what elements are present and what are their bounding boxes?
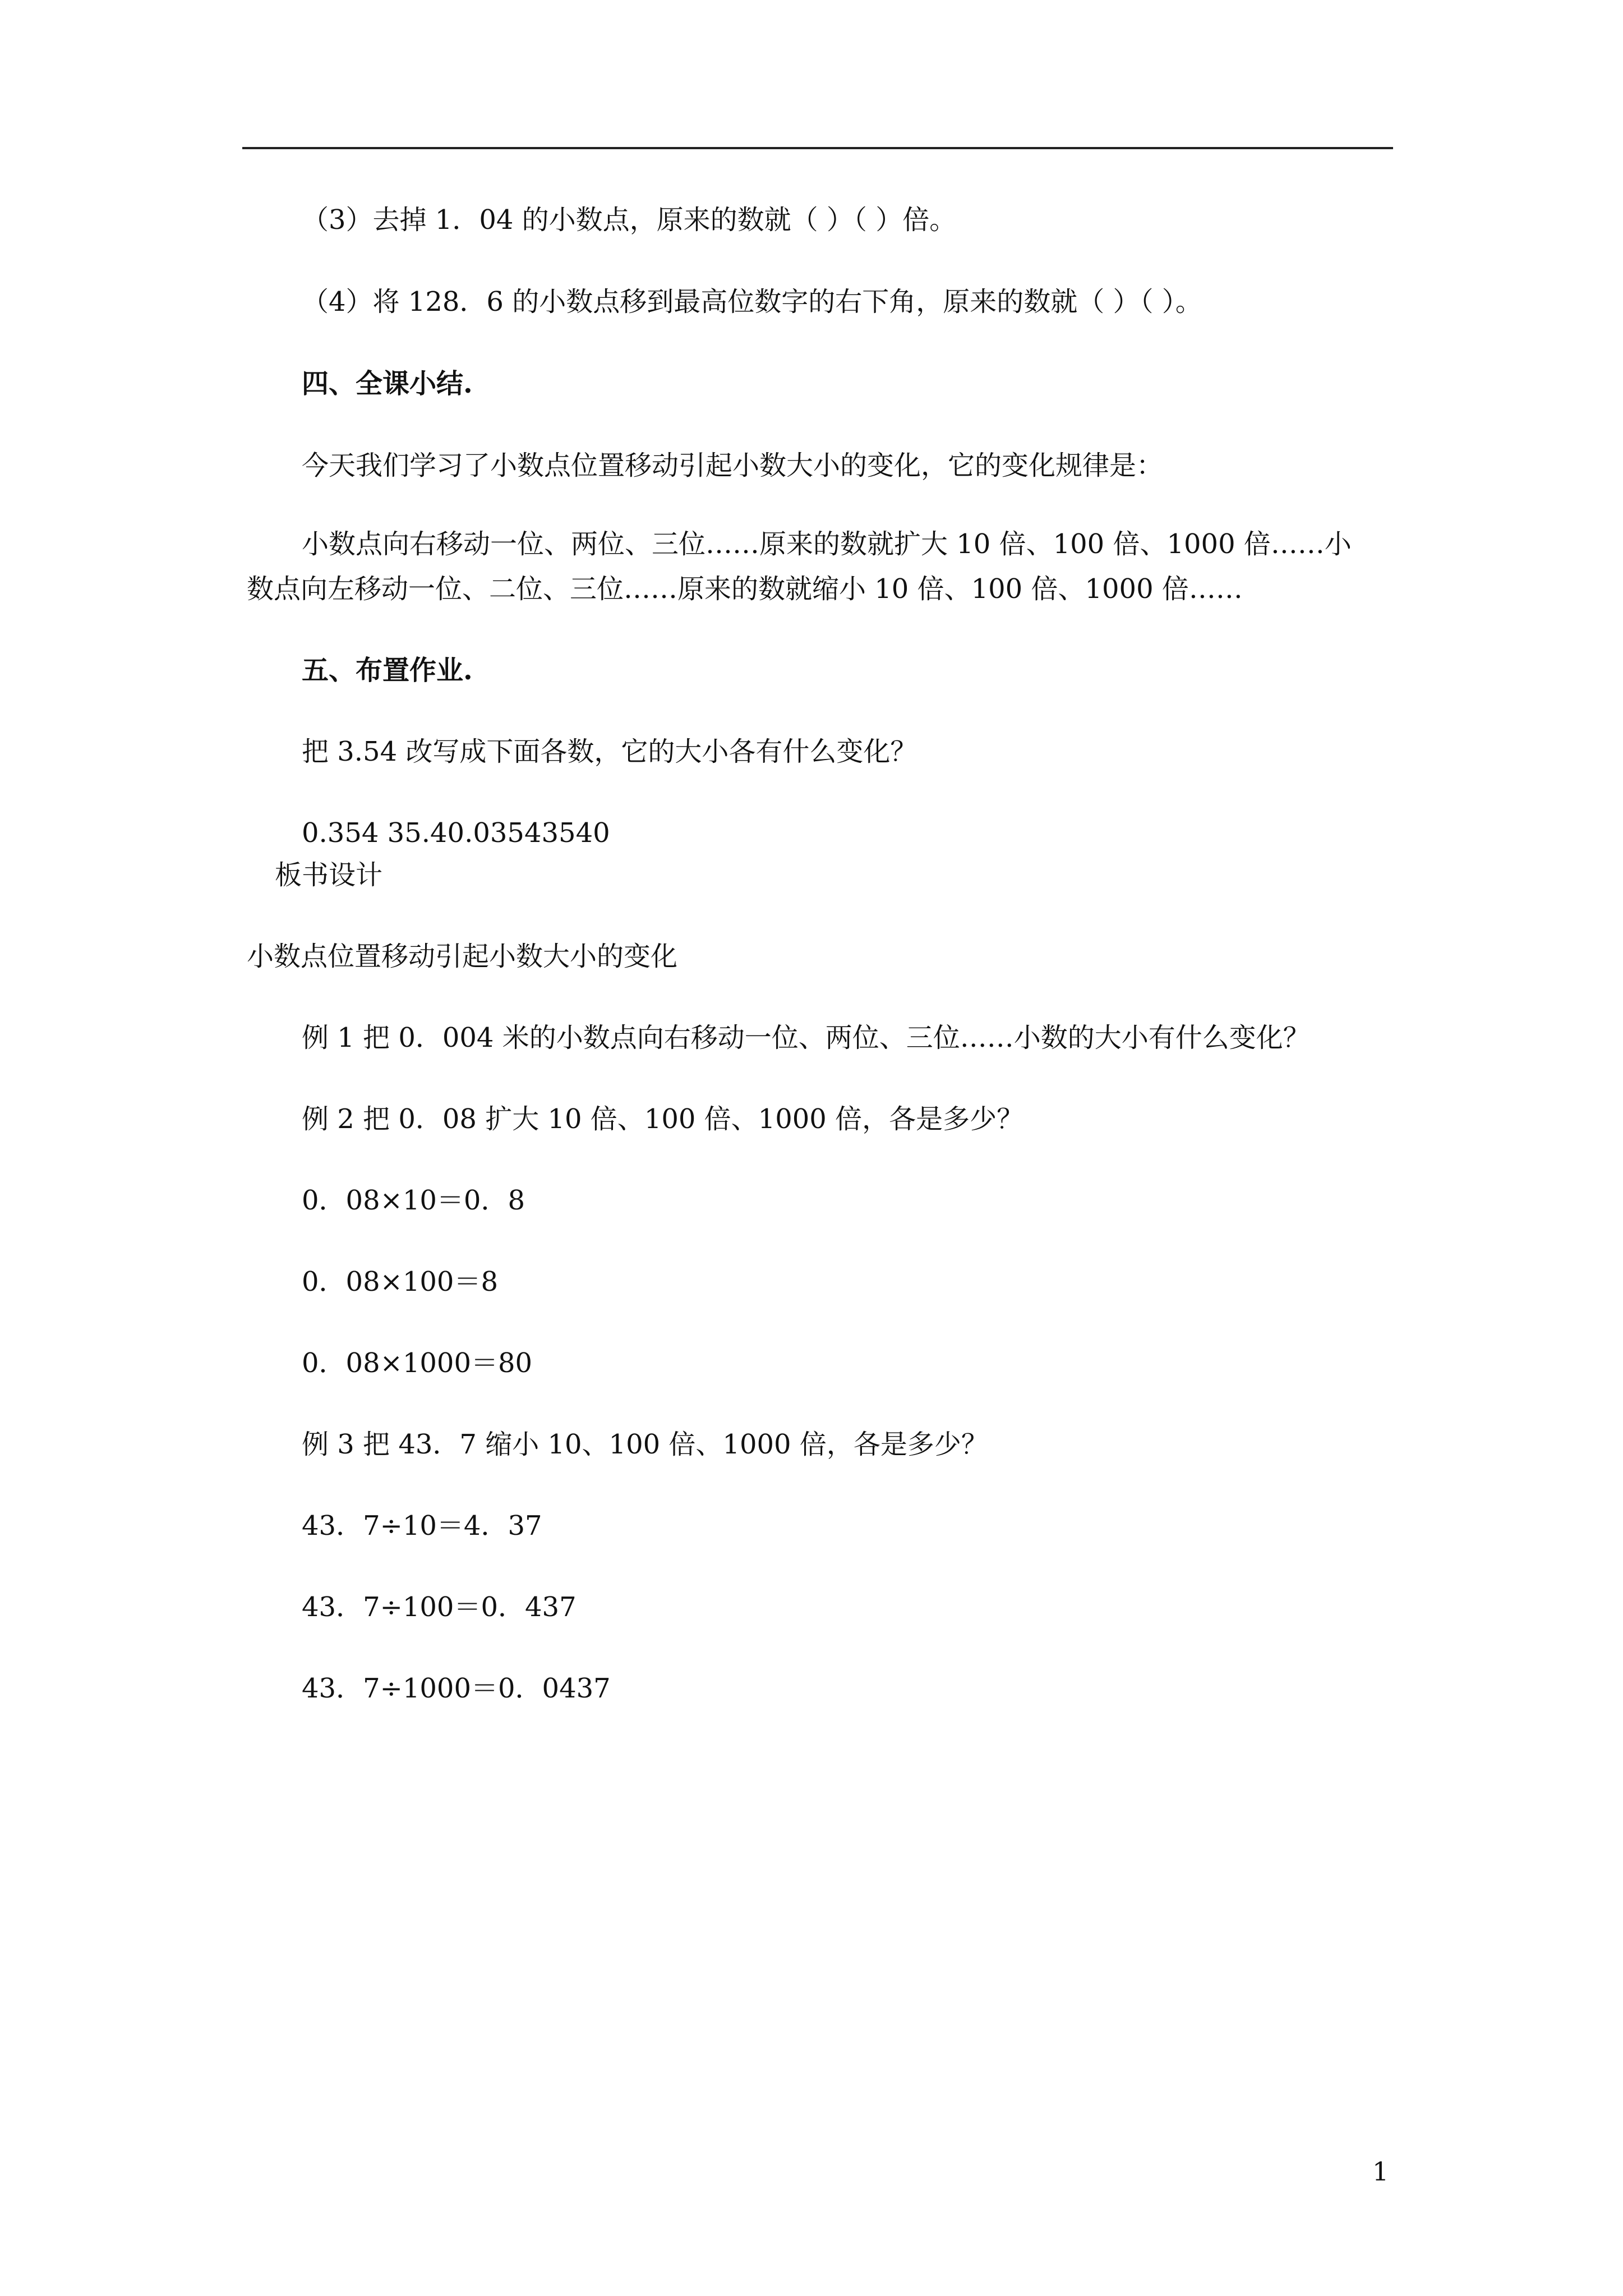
calc-2-line-2: 0．08×100＝8 (302, 1266, 498, 1297)
board-title: 小数点位置移动引起小数大小的变化 (247, 941, 678, 972)
board-example-1: 例 1 把 0．004 米的小数点向右移动一位、两位、三位……小数的大小有什么变化？ (302, 1022, 1310, 1053)
homework-numbers: 0.354 35.40.03543540 (302, 817, 610, 849)
homework-question: 把 3.54 改写成下面各数，它的大小各有什么变化？ (302, 736, 917, 767)
page-number: 1 (1372, 2156, 1389, 2187)
summary-rule-line-1: 小数点向右移动一位、两位、三位……原来的数就扩大 10 倍、100 倍、1000 倍……小 (302, 528, 1352, 560)
calc-3-line-1: 43．7÷10＝4．37 (302, 1510, 542, 1542)
header-rule (242, 147, 1393, 149)
calc-2-line-3: 0．08×1000＝80 (302, 1347, 533, 1379)
board-example-3: 例 3 把 43．7 缩小 10、100 倍、1000 倍，各是多少？ (302, 1429, 988, 1460)
exercise-item-3: （3）去掉 1．04 的小数点，原来的数就（ ）（ ）倍。 (302, 204, 957, 236)
calc-3-line-2: 43．7÷100＝0．437 (302, 1591, 577, 1623)
homework-heading: 五、布置作业. (302, 655, 473, 686)
summary-rule-line-2: 数点向左移动一位、二位、三位……原来的数就缩小 10 倍、100 倍、1000 倍…… (247, 573, 1243, 605)
exercise-item-4: （4）将 128．6 的小数点移到最高位数字的右下角，原来的数就（ ）（ ）。 (302, 286, 1202, 318)
summary-intro: 今天我们学习了小数点位置移动引起小数大小的变化，它的变化规律是： (302, 450, 1164, 481)
summary-heading: 四、全课小结. (302, 368, 473, 399)
board-label: 板书设计 (275, 859, 383, 891)
calc-2-line-1: 0．08×10＝0．8 (302, 1185, 525, 1216)
board-example-2: 例 2 把 0．08 扩大 10 倍、100 倍、1000 倍，各是多少？ (302, 1103, 1024, 1135)
calc-3-line-3: 43．7÷1000＝0．0437 (302, 1673, 611, 1704)
